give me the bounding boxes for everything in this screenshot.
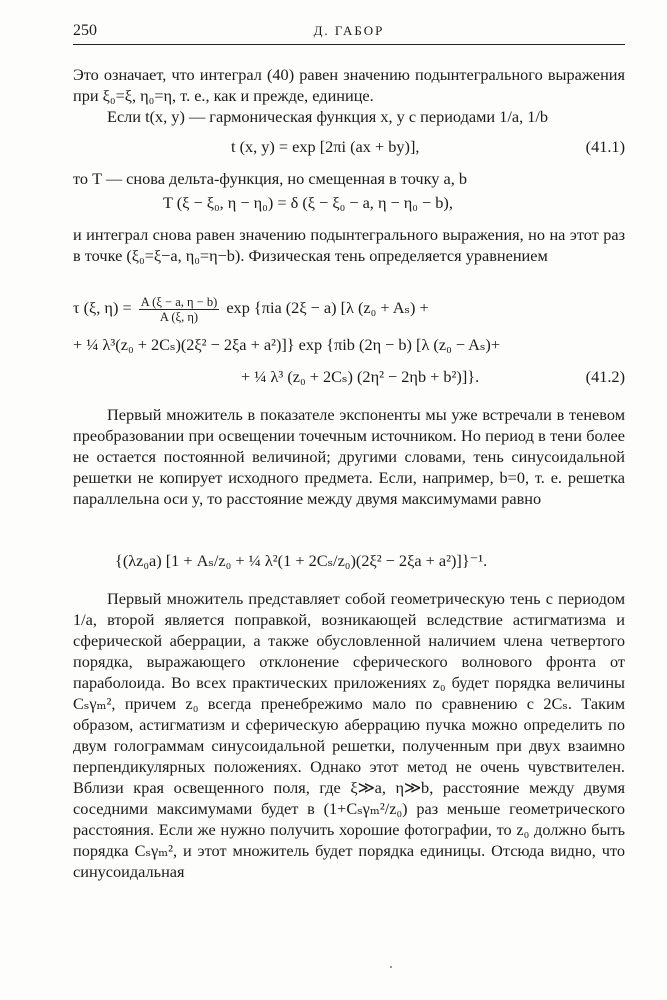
equation-41-2-line-1 [73,290,625,326]
eq412-fraction [139,295,220,324]
equation-41-2-line-3 [73,364,625,390]
equation-T [73,190,625,216]
equation-41-1-number: (41.1) [585,137,625,156]
eq412-line3: + ¼ λ³ (z₀ + 2Cₛ) (2η² − 2ηb + b²)]}. [241,367,480,386]
equation-41-1-body: t (x, y) = exp [2πi (ax + by)], [231,137,420,156]
equation-41-2-line-2 [73,332,625,358]
equation-period [73,544,625,578]
equation-41-2-number: (41.2) [585,367,625,386]
eq412-fraction-numerator: A (ξ − a, η − b) [140,294,218,309]
equation-T-body: T (ξ − ξ₀, η − η₀) = δ (ξ − ξ₀ − a, η − η₀ − b), [163,193,453,212]
paragraph-3: то T — снова дельта-функция, но смещенная в точку a, b [73,169,468,188]
paragraph-5: Первый множитель в показателе экспоненты мы уже встречали в теневом преобразовании при освещении точечным источником. Но период в тени более не остается постоянной величиной; другими словами, тень синусоидальной решетки не копирует исходного предмета. Если, например, b=0, т. е. решетка параллельна оси y, то расстояние между двумя максимумами равно [73,405,625,508]
eq412-line2: + ¼ λ³(z₀ + 2Cₛ)(2ξ² − 2ξa + a²)]} exp {πib (2η − b) [λ (z₀ − Aₛ)+ [73,335,501,354]
equation-period-body: {(λz₀a) [1 + Aₛ/z₀ + ¼ λ²(1 + 2Cₛ/z₀)(2ξ² − 2ξa + a²)]}⁻¹. [115,551,488,570]
eq412-line1-rest: exp {πia (2ξ − a) [λ (z₀ + Aₛ) + [226,298,429,317]
running-head-author: Д. ГАБОР [313,23,385,38]
paragraph-6: Первый множитель представляет собой геометрическую тень с периодом 1/a, второй является поправкой, возникающей вследствие астигматизма и сферической аберрации, а также обусловленной наличием члена четвертого порядка, выражающего отклонение сферического волнового фронта от параболоида. Во всех практических приложениях z₀ будет порядка величины Cₛγₘ², причем z₀ всегда пренебрежимо мало по сравнению с 2Cₛ. Таким образом, астигматизм и сферическую аберрацию пучка можно определить по двум голограммам синусоидальной решетки, полученным при двух взаимно перпендикулярных положениях. Однако этот метод не очень чувствителен. Вблизи края освещенного поля, где ξ≫a, η≫b, расстояние между двумя соседними максимумами будет в (1+Cₛγₘ²/z₀) раз меньше геометрического расстояния. Если же нужно получить хорошие фотографии, то z₀ должно быть порядка Cₛγₘ², и этот множитель будет порядка единицы. Отсюда видно, что синусоидальная [73,589,625,881]
running-header [73,22,625,45]
paragraph-2: Если t(x, y) — гармоническая функция x, y с периодами 1/a, 1/b [107,107,549,126]
scan-speck [390,966,392,968]
paragraph-4: и интеграл снова равен значению подынтегрального выражения, но на этот раз в точке (ξ₀=ξ−a, η₀=η−b). Физическая тень определяется уравнением [73,225,625,265]
paragraph-1: Это означает, что интеграл (40) равен значению подынтегрального выражения при ξ₀=ξ, η₀=η, т. е., как и прежде, единице. [73,65,625,105]
eq412-prefix: τ (ξ, η) = [73,298,132,317]
equation-41-1 [73,134,625,160]
page-number: 250 [73,22,97,39]
eq412-fraction-denominator: A (ξ, η) [159,309,199,324]
